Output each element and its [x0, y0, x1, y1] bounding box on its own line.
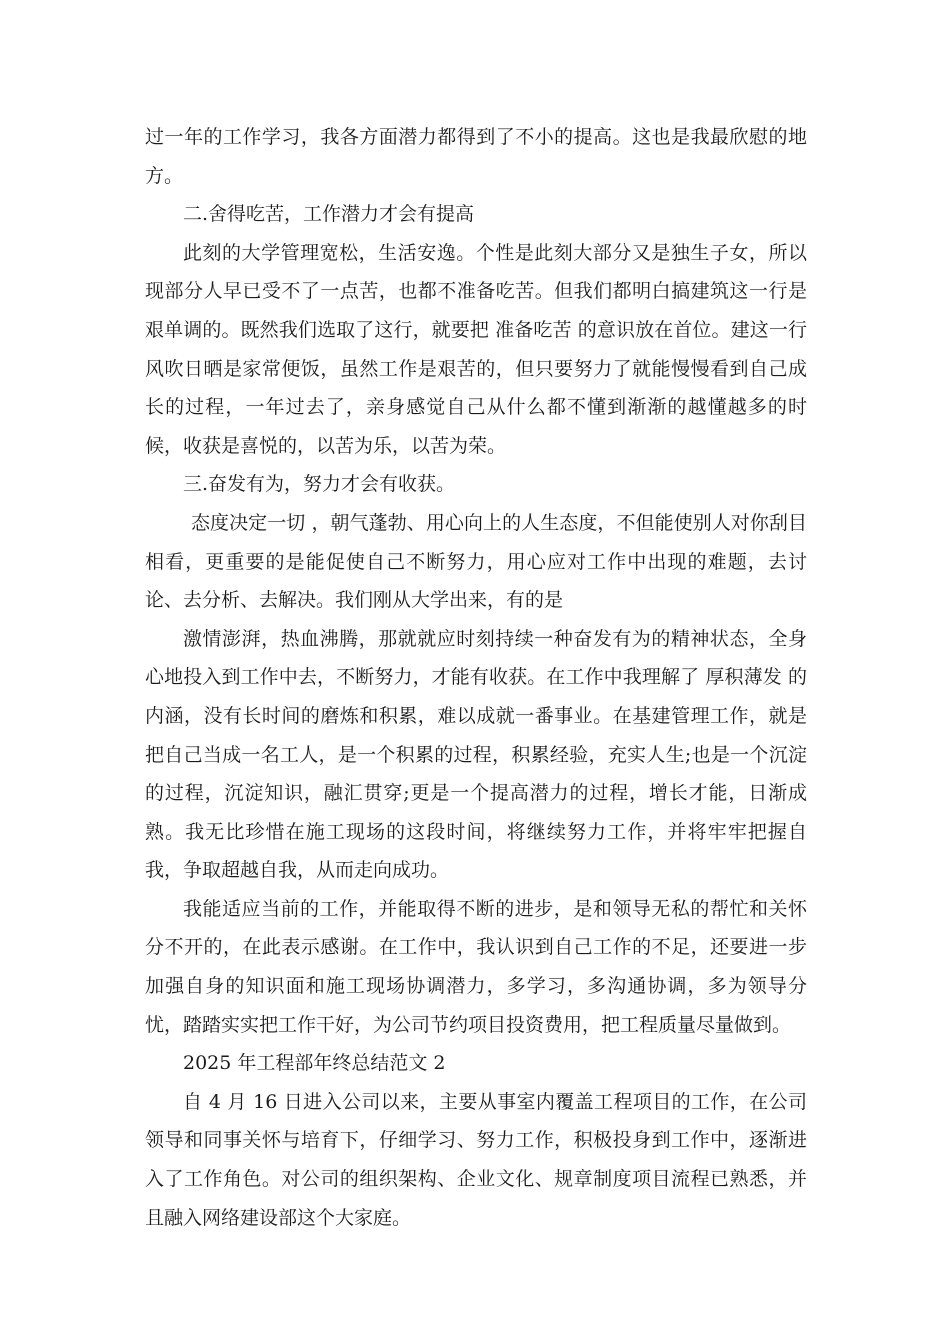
paragraph-gratitude: 我能适应当前的工作，并能取得不断的进步，是和领导无私的帮忙和关怀分不开的，在此表示感谢。在工作中，我认识到自己工作的不足，还要进一步加强自身的知识面和施工现场协调潜力，多学习，多沟通协调，多为领导分忧，踏踏实实把工作干好，为公司节约项目投资费用，把工程质量尽量做到。 — [145, 897, 807, 1036]
article-title-2: 2025 年工程部年终总结范文 2 — [183, 1052, 446, 1075]
paragraph-introduction: 自 4 月 16 日进入公司以来，主要从事室内覆盖工程项目的工作，在公司领导和同事关怀与培育下，仔细学习、努力工作，积极投身到工作中，逐渐进入了工作角色。对公司的组织架构、企业文化、规章制度项目流程已熟悉，并且融入网络建设部这个大家庭。 — [145, 1090, 807, 1229]
paragraph-hardship: 此刻的大学管理宽松，生活安逸。个性是此刻大部分又是独生子女，所以现部分人早已受不了一点苦，也都不准备吃苦。但我们都明白搞建筑这一行是艰单调的。既然我们选取了这行，就要把 准备吃苦 的意识放在首位。建这一行风吹日晒是家常便饭，虽然工作是艰苦的，但只要努力了就能慢慢看到自己成长的过程，一年过去了，亲身感觉自己从什么都不懂到渐渐的越懂越多的时候，收获是喜悦的，以苦为乐，以苦为荣。 — [145, 241, 807, 457]
section-heading-2: 二.舍得吃苦，工作潜力才会有提高 — [183, 203, 475, 226]
paragraph-continuation: 过一年的工作学习，我各方面潜力都得到了不小的提高。这也是我最欣慰的地方。 — [145, 126, 807, 187]
document-body — [145, 118, 807, 1237]
section-heading-3: 三.奋发有为，努力才会有收获。 — [183, 473, 456, 496]
paragraph-passion: 激情澎湃，热血沸腾，那就就应时刻持续一种奋发有为的精神状态，全身心地投入到工作中去，不断努力，才能有收获。在工作中我理解了 厚积薄发 的内涵，没有长时间的磨炼和积累，难以成就一番事业。在基建管理工作，就是把自己当成一名工人，是一个积累的过程，积累经验，充实人生;也是一个沉淀的过程，沉淀知识，融汇贯穿;更是一个提高潜力的过程，增长才能，日渐成熟。我无比珍惜在施工现场的这段时间，将继续努力工作，并将牢牢把握自我，争取超越自我，从而走向成功。 — [145, 627, 807, 882]
paragraph-attitude: 态度决定一切 ，朝气蓬勃、用心向上的人生态度，不但能使别人对你刮目相看，更重要的是能促使自己不断努力，用心应对工作中出现的难题，去讨论、去分析、去解决。我们刚从大学出来，有的是 — [145, 511, 807, 612]
